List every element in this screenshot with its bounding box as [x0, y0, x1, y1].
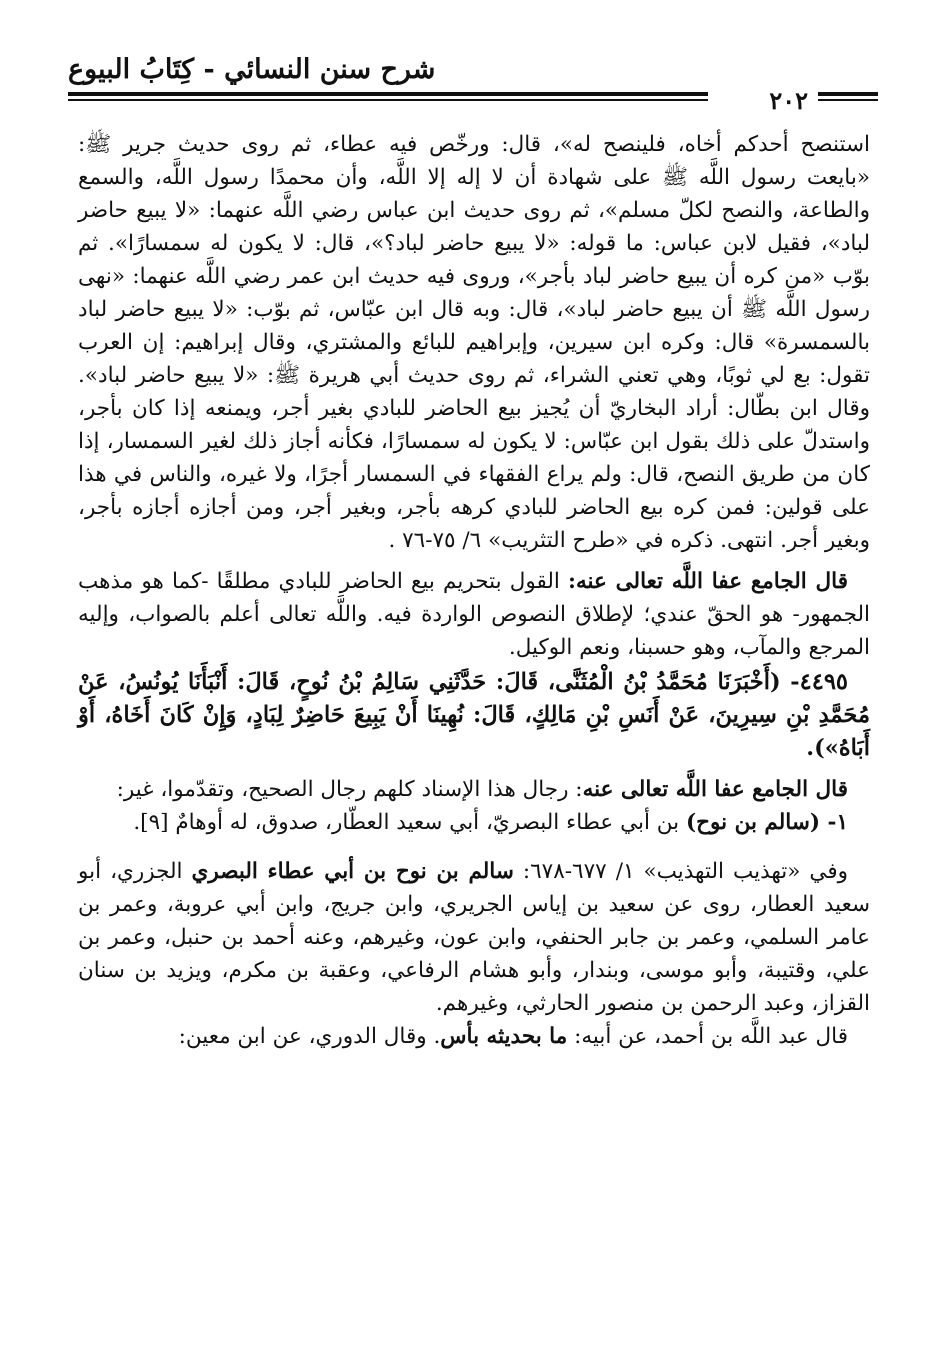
tahdhib-details: الجزري، أبو سعيد العطار، روى عن سعيد بن إياس الجريري، وابن جريج، وابن أبي عروبة، وعمر بن عامر السلمي، وعمر بن جابر الحنفي، وابن عون، وغيرهم، وعنه أحمد بن حنبل، وعمر بن علي، وقتيبة، وأبو موسى، وبندار، وأبو هشام الرفاعي، وعقبة بن مكرم، ويزيد بن سنان القزاز، وعبد الرحمن بن منصور الحارثي، وغيرهم. [78, 859, 870, 1016]
narrator-description: بن أبي عطاء البصريّ، أبي سعيد العطّار، صدوق، له أوهامٌ [٩]. [133, 810, 686, 835]
running-title: شرح سنن النسائي - كِتَابُ البيوع [68, 54, 436, 85]
grading-rest: . وقال الدوري، عن ابن معين: [178, 1024, 441, 1049]
paragraph-tahdhib [78, 855, 870, 1020]
tahdhib-narrator: سالم بن نوح بن أبي عطاء البصري [191, 859, 514, 884]
page-header [68, 48, 878, 115]
paragraph-grading [78, 1020, 870, 1053]
paragraph-author-note [78, 565, 870, 664]
header-rule-right-thin [818, 99, 878, 101]
header-rule-right-thick [818, 92, 878, 96]
grading-intro: قال عبد اللَّه بن أحمد، عن أبيه: [567, 1024, 848, 1049]
tahdhib-source: وفي «تهذيب التهذيب» ١/ ٦٧٧-٦٧٨: [513, 859, 848, 884]
isnad-note-lead: قال الجامع عفا اللَّه تعالى عنه [582, 777, 848, 802]
header-rule-thick [68, 92, 708, 96]
author-note-lead: قال الجامع عفا اللَّه تعالى عنه: [568, 569, 848, 594]
paragraph-isnad-note [78, 773, 870, 806]
main-text [78, 128, 870, 1053]
isnad-note-text: : رجال هذا الإسناد كلهم رجال الصحيح، وتقدّموا، غير: [116, 777, 583, 802]
header-rule-thin [68, 99, 708, 101]
page-number: ٢٠٢ [769, 86, 808, 115]
paragraph-commentary: استنصح أحدكم أخاه، فلينصح له»، قال: ورخّص فيه عطاء، ثم روى حديث جرير ﷺ: «بايعت رسول اللَّه ﷺ على شهادة أن لا إله إلا اللَّه، وأن محمدًا رسول اللَّه، والسمع والطاعة، والنصح لكلّ مسلم»، ثم روى حديث ابن عباس رضي اللَّه عنهما: «لا يبيع حاضر لباد»، فقيل لابن عباس: ما قوله: «لا يبيع حاضر لباد؟»، قال: لا يكون له سمسارًا». ثم بوّب «من كره أن يبيع حاضر لباد بأجر»، وروى فيه حديث ابن عمر رضي اللَّه عنهما: «نهى رسول اللَّه ﷺ أن يبيع حاضر لباد»، قال: وبه قال ابن عبّاس، ثم بوّب: «لا يبيع حاضر لباد بالسمسرة» قال: وكره ابن سيرين، وإبراهيم للبائع والمشتري، وقال إبراهيم: إن العرب تقول: بع لي ثوبًا، وهي تعني الشراء، ثم روى حديث أبي هريرة ﷺ: «لا يبيع حاضر لباد». وقال ابن بطّال: أراد البخاريّ أن يُجيز بيع الحاضر للبادي بغير أجر، ويمنعه إذا كان بأجر، واستدلّ على ذلك بقول ابن عبّاس: لا يكون له سمسارًا، فكأنه أجاز ذلك لغير السمسار، إذا كان من طريق النصح، قال: ولم يراع الفقهاء في السمسار أجرًا، ولا غيره، والناس في هذا على قولين: فمن كره بيع الحاضر للبادي كرهه بأجر، وبغير أجر، ومن أجازه أجازه بأجر، وبغير أجر. انتهى. ذكره في «طرح التثريب» ٦/ ٧٥-٧٦ . [78, 132, 870, 553]
hadith-text: ٤٤٩٥- (أَخْبَرَنَا مُحَمَّدُ بْنُ الْمُثَنَّى، قَالَ: حَدَّثَنِي سَالِمُ بْنُ نُوحٍ، قَالَ: أَنْبَأَنَا يُونُسُ، عَنْ مُحَمَّدِ بْنِ سِيرِينَ، عَنْ أَنَسِ بْنِ مَالِكٍ، قَالَ: نُهِينَا أَنْ يَبِيعَ حَاضِرٌ لِبَادٍ، وَإِنْ كَانَ أَخَاهُ، أَوْ أَبَاهُ»). [78, 669, 870, 761]
narrator-name: ١- (سالم بن نوح) [685, 810, 848, 835]
narrator-entry [78, 806, 870, 839]
author-note-text: القول بتحريم بيع الحاضر للبادي مطلقًا -كما هو مذهب الجمهور- هو الحقّ عندي؛ لإطلاق النصوص الواردة فيه. واللَّه تعالى أعلم بالصواب، وإليه المرجع والمآب، وهو حسبنا، ونعم الوكيل. [78, 569, 870, 660]
grading-quote: ما بحديثه بأس [440, 1024, 568, 1049]
